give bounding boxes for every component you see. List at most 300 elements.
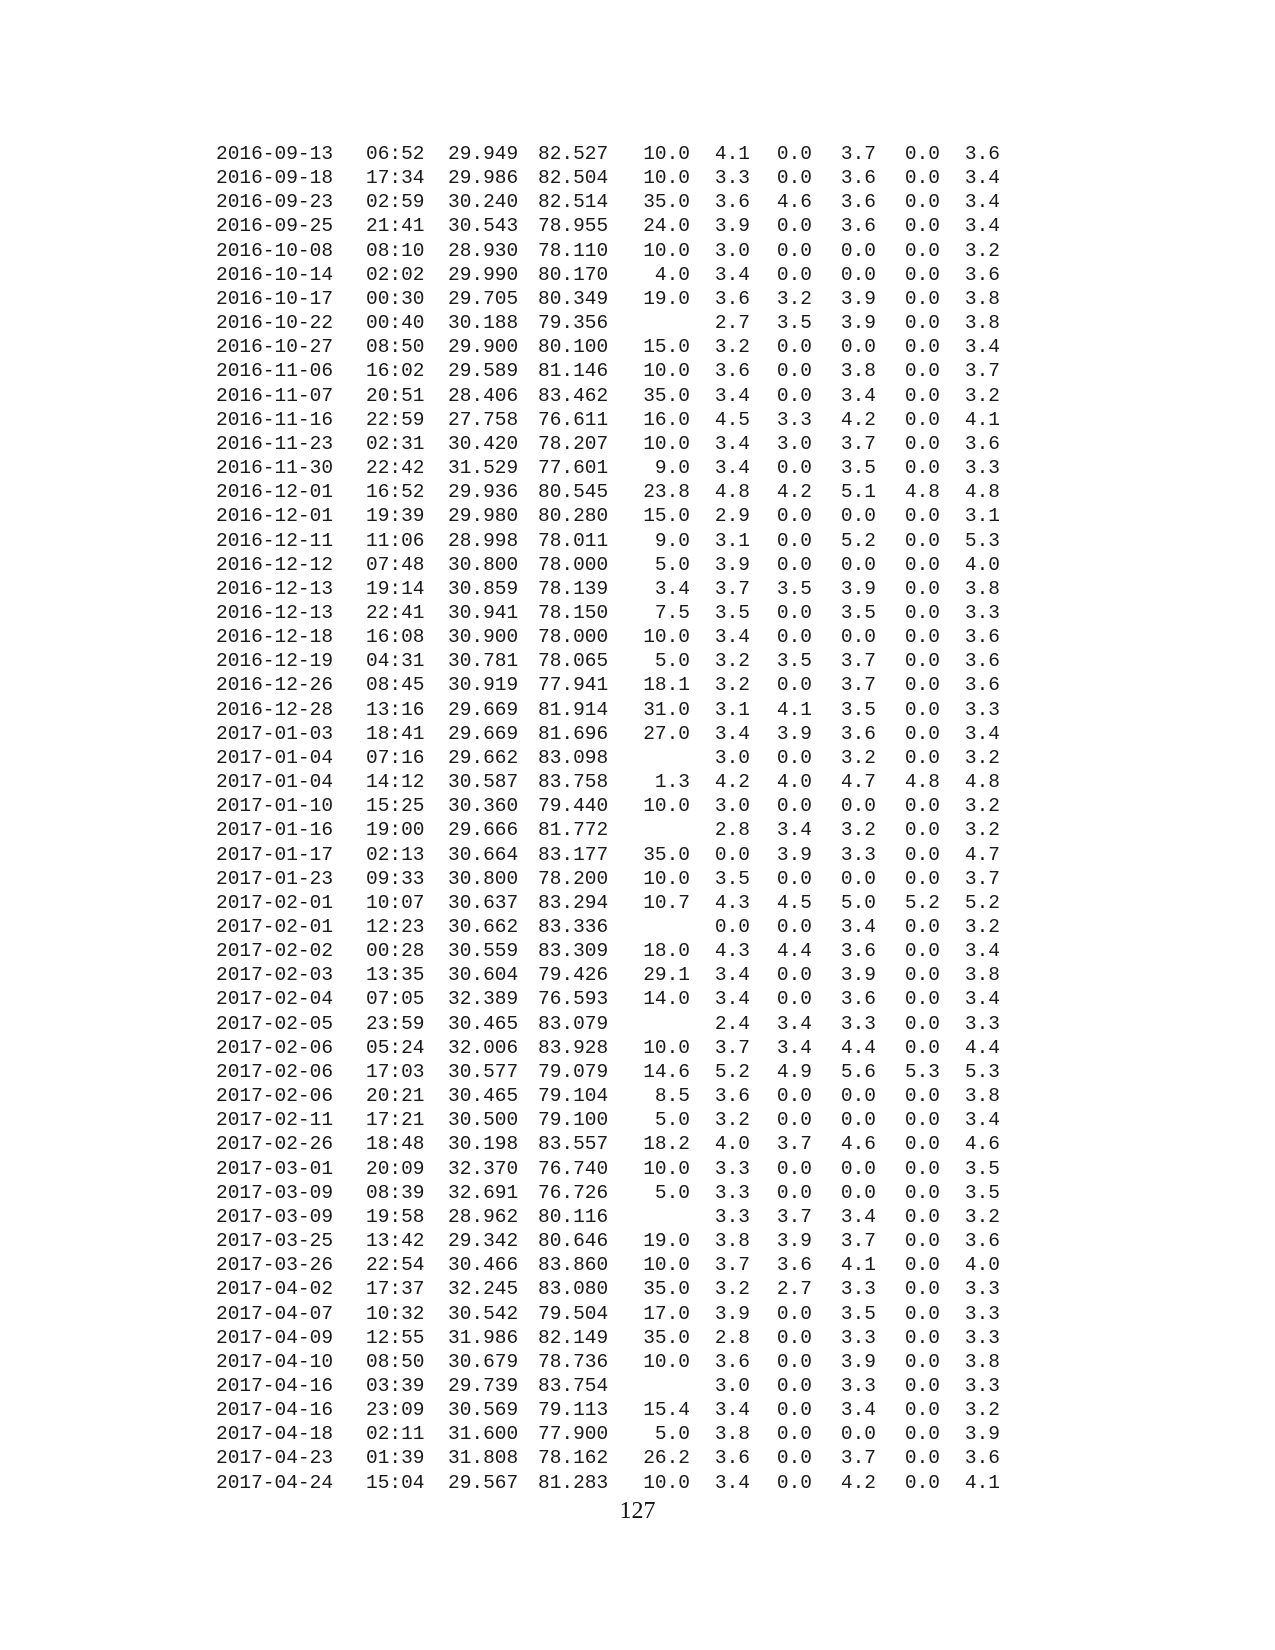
cell-latitude: 30.542: [448, 1302, 519, 1325]
cell-longitude: 78.000: [538, 553, 609, 576]
cell-mag-a: 3.8: [714, 1230, 750, 1253]
cell-time: 04:31: [366, 650, 425, 673]
cell-date: 2016-11-30: [216, 457, 334, 480]
cell-mag-d: 0.0: [904, 1181, 940, 1204]
cell-longitude: 77.900: [538, 1423, 609, 1446]
cell-time: 19:39: [366, 505, 425, 528]
cell-mag-c: 5.1: [840, 481, 876, 504]
cell-depth: 35.0: [643, 1278, 690, 1301]
cell-longitude: 80.349: [538, 287, 609, 310]
cell-mag-d: 0.0: [904, 819, 940, 842]
cell-date: 2017-04-18: [216, 1423, 334, 1446]
cell-mag-a: 3.7: [714, 1254, 750, 1277]
table-row: [200, 1471, 1000, 1495]
cell-mag-a: 4.3: [714, 940, 750, 963]
cell-mag-d: 0.0: [904, 529, 940, 552]
cell-latitude: 29.986: [448, 167, 519, 190]
cell-mag-e: 3.4: [964, 215, 1000, 238]
cell-mag-b: 4.0: [776, 771, 812, 794]
cell-mag-c: 3.3: [840, 1374, 876, 1397]
cell-longitude: 83.928: [538, 1036, 609, 1059]
cell-mag-c: 3.5: [840, 1302, 876, 1325]
cell-date: 2016-12-01: [216, 505, 334, 528]
cell-depth: [613, 915, 690, 939]
cell-mag-e: 3.7: [964, 867, 1000, 890]
cell-mag-b: 3.4: [776, 1012, 812, 1035]
cell-mag-b: 4.6: [776, 191, 812, 214]
cell-mag-e: 5.2: [964, 891, 1000, 914]
cell-date: 2017-02-06: [216, 1036, 334, 1059]
cell-mag-d: 0.0: [904, 988, 940, 1011]
cell-mag-c: 3.3: [840, 1012, 876, 1035]
table-row: [200, 1302, 1000, 1326]
table-row: [200, 359, 1000, 383]
cell-depth: 10.0: [643, 143, 690, 165]
cell-longitude: 78.000: [538, 626, 609, 649]
cell-mag-c: 0.0: [840, 239, 876, 262]
cell-depth: 16.0: [643, 408, 690, 431]
cell-mag-c: 0.0: [840, 263, 876, 286]
cell-mag-c: 3.6: [840, 215, 876, 238]
cell-mag-d: 0.0: [904, 263, 940, 286]
cell-date: 2017-04-02: [216, 1278, 334, 1301]
cell-mag-e: 4.4: [964, 1036, 1000, 1059]
cell-mag-a: 3.1: [714, 529, 750, 552]
cell-time: 18:41: [366, 722, 425, 745]
cell-mag-b: 0.0: [776, 1181, 812, 1204]
cell-mag-a: 0.0: [714, 916, 750, 938]
cell-longitude: 77.601: [538, 457, 609, 480]
cell-mag-e: 3.2: [964, 384, 1000, 407]
cell-mag-d: 0.0: [904, 650, 940, 673]
cell-mag-e: 3.9: [964, 1423, 1000, 1446]
cell-depth: 26.2: [643, 1447, 690, 1470]
cell-longitude: 82.149: [538, 1326, 609, 1349]
cell-latitude: 29.567: [448, 1471, 519, 1494]
cell-mag-a: 3.4: [714, 722, 750, 745]
cell-longitude: 78.110: [538, 239, 609, 262]
cell-mag-b: 3.9: [776, 722, 812, 745]
cell-time: 02:59: [366, 191, 425, 214]
cell-date: 2016-12-11: [216, 529, 334, 552]
cell-mag-a: 3.4: [714, 384, 750, 407]
cell-longitude: 78.011: [538, 529, 609, 552]
cell-mag-c: 4.2: [840, 408, 876, 431]
cell-mag-d: 0.0: [904, 1205, 940, 1228]
table-row: [200, 1446, 1000, 1470]
cell-longitude: 78.162: [538, 1447, 609, 1470]
cell-mag-e: 3.6: [964, 1447, 1000, 1470]
cell-longitude: 80.116: [538, 1205, 609, 1228]
cell-time: 09:33: [366, 867, 425, 890]
cell-mag-a: 0.0: [714, 843, 750, 866]
table-row: [200, 601, 1000, 625]
cell-mag-e: 3.6: [964, 432, 1000, 455]
cell-mag-b: 0.0: [776, 988, 812, 1011]
cell-longitude: 82.514: [538, 191, 609, 214]
cell-mag-b: 3.5: [776, 312, 812, 335]
table-row: [200, 843, 1000, 867]
cell-mag-d: 0.0: [904, 360, 940, 383]
cell-depth: 4.0: [654, 263, 690, 286]
cell-mag-c: 4.4: [840, 1036, 876, 1059]
cell-longitude: 76.740: [538, 1157, 609, 1180]
cell-latitude: 31.600: [448, 1423, 519, 1446]
cell-depth: 27.0: [643, 722, 690, 745]
cell-depth: 35.0: [643, 843, 690, 866]
cell-mag-c: 3.9: [840, 577, 876, 600]
cell-mag-b: 0.0: [776, 457, 812, 480]
cell-depth: [613, 818, 690, 842]
cell-mag-e: 3.3: [964, 1374, 1000, 1397]
table-row: [200, 190, 1000, 214]
cell-mag-d: 0.0: [904, 1036, 940, 1059]
cell-latitude: 30.465: [448, 1012, 519, 1035]
cell-latitude: 30.559: [448, 940, 519, 963]
cell-longitude: 83.462: [538, 384, 609, 407]
cell-mag-e: 3.4: [964, 1109, 1000, 1132]
cell-mag-d: 0.0: [904, 505, 940, 528]
cell-time: 23:59: [366, 1012, 425, 1035]
cell-mag-a: 2.4: [714, 1012, 750, 1035]
cell-date: 2016-10-17: [216, 287, 334, 310]
cell-date: 2017-02-06: [216, 1085, 334, 1108]
cell-mag-d: 0.0: [904, 1012, 940, 1035]
cell-date: 2017-04-16: [216, 1374, 334, 1397]
cell-depth: [613, 746, 690, 770]
cell-latitude: 30.577: [448, 1060, 519, 1083]
cell-latitude: 31.986: [448, 1326, 519, 1349]
cell-mag-e: 5.3: [964, 529, 1000, 552]
cell-latitude: 31.529: [448, 457, 519, 480]
cell-date: 2016-10-14: [216, 263, 334, 286]
cell-latitude: 29.936: [448, 481, 519, 504]
cell-longitude: 78.139: [538, 577, 609, 600]
cell-mag-d: 0.0: [904, 722, 940, 745]
cell-mag-d: 0.0: [904, 287, 940, 310]
cell-mag-a: 3.0: [714, 1374, 750, 1397]
cell-latitude: 32.370: [448, 1157, 519, 1180]
cell-date: 2017-04-23: [216, 1447, 334, 1470]
cell-time: 10:32: [366, 1302, 425, 1325]
cell-mag-a: 3.0: [714, 239, 750, 262]
cell-mag-e: 3.5: [964, 1157, 1000, 1180]
cell-date: 2016-10-27: [216, 336, 334, 359]
cell-mag-c: 0.0: [840, 1181, 876, 1204]
table-row: [200, 263, 1000, 287]
cell-mag-a: 3.4: [714, 432, 750, 455]
cell-mag-d: 0.0: [904, 746, 940, 769]
cell-depth: 5.0: [654, 553, 690, 576]
cell-longitude: 78.736: [538, 1350, 609, 1373]
cell-longitude: 79.079: [538, 1060, 609, 1083]
table-row: [200, 384, 1000, 408]
cell-latitude: 30.679: [448, 1350, 519, 1373]
cell-mag-c: 5.0: [840, 891, 876, 914]
cell-longitude: 79.100: [538, 1109, 609, 1132]
cell-longitude: 81.283: [538, 1471, 609, 1494]
cell-time: 18:48: [366, 1133, 425, 1156]
table-row: [200, 214, 1000, 238]
table-row: [200, 649, 1000, 673]
cell-mag-d: 0.0: [904, 336, 940, 359]
cell-mag-e: 3.4: [964, 722, 1000, 745]
table-row: [200, 335, 1000, 359]
cell-mag-c: 3.6: [840, 988, 876, 1011]
cell-mag-b: 0.0: [776, 916, 812, 938]
cell-latitude: 30.781: [448, 650, 519, 673]
cell-mag-b: 3.6: [776, 1254, 812, 1277]
cell-mag-c: 3.4: [840, 1399, 876, 1422]
cell-latitude: 32.006: [448, 1036, 519, 1059]
cell-latitude: 30.198: [448, 1133, 519, 1156]
table-row: [200, 770, 1000, 794]
cell-date: 2017-01-04: [216, 746, 334, 769]
table-row: [200, 1229, 1000, 1253]
table-row: [200, 1277, 1000, 1301]
cell-mag-d: 0.0: [904, 1109, 940, 1132]
cell-latitude: 30.800: [448, 867, 519, 890]
cell-date: 2017-01-16: [216, 819, 334, 842]
cell-latitude: 30.637: [448, 891, 519, 914]
cell-latitude: 30.420: [448, 432, 519, 455]
cell-time: 22:54: [366, 1254, 425, 1277]
cell-mag-d: 0.0: [904, 1230, 940, 1253]
cell-mag-a: 3.2: [714, 674, 750, 697]
cell-latitude: 29.949: [448, 143, 519, 165]
cell-date: 2017-03-09: [216, 1181, 334, 1204]
cell-mag-e: 3.8: [964, 312, 1000, 335]
cell-latitude: 30.604: [448, 964, 519, 987]
cell-mag-e: 3.4: [964, 988, 1000, 1011]
cell-mag-d: 0.0: [904, 698, 940, 721]
cell-mag-b: 0.0: [776, 215, 812, 238]
cell-mag-d: 0.0: [904, 1350, 940, 1373]
cell-latitude: 28.998: [448, 529, 519, 552]
cell-mag-c: 3.4: [840, 1205, 876, 1228]
cell-mag-d: 0.0: [904, 239, 940, 262]
cell-mag-a: 3.6: [714, 1350, 750, 1373]
cell-date: 2017-02-02: [216, 940, 334, 963]
cell-time: 01:39: [366, 1447, 425, 1470]
cell-mag-c: 3.7: [840, 650, 876, 673]
cell-date: 2016-12-12: [216, 553, 334, 576]
cell-longitude: 79.440: [538, 795, 609, 818]
cell-mag-e: 3.2: [964, 1205, 1000, 1228]
cell-longitude: 76.611: [538, 408, 609, 431]
cell-longitude: 83.177: [538, 843, 609, 866]
cell-depth: [613, 1374, 690, 1398]
cell-mag-c: 3.7: [840, 1230, 876, 1253]
cell-mag-c: 5.2: [840, 529, 876, 552]
cell-date: 2017-02-26: [216, 1133, 334, 1156]
cell-latitude: 30.240: [448, 191, 519, 214]
cell-mag-b: 3.5: [776, 650, 812, 673]
cell-mag-c: 4.1: [840, 1254, 876, 1277]
cell-depth: 35.0: [643, 384, 690, 407]
cell-depth: [613, 311, 690, 335]
cell-mag-c: 0.0: [840, 1085, 876, 1108]
cell-mag-c: 0.0: [840, 867, 876, 890]
table-row: [200, 867, 1000, 891]
cell-mag-e: 3.6: [964, 650, 1000, 673]
table-row: [200, 480, 1000, 504]
cell-date: 2016-10-08: [216, 239, 334, 262]
cell-mag-e: 3.8: [964, 1350, 1000, 1373]
cell-date: 2016-11-06: [216, 360, 334, 383]
cell-mag-a: 2.8: [714, 1326, 750, 1349]
cell-longitude: 83.079: [538, 1012, 609, 1035]
cell-longitude: 82.504: [538, 167, 609, 190]
cell-depth: 14.0: [643, 988, 690, 1011]
cell-depth: 7.5: [654, 601, 690, 624]
cell-latitude: 32.389: [448, 988, 519, 1011]
cell-mag-c: 0.0: [840, 505, 876, 528]
cell-mag-a: 3.5: [714, 601, 750, 624]
cell-mag-d: 0.0: [904, 940, 940, 963]
cell-mag-a: 3.3: [714, 167, 750, 190]
cell-mag-b: 0.0: [776, 1109, 812, 1132]
cell-depth: 10.0: [643, 1157, 690, 1180]
cell-longitude: 78.150: [538, 601, 609, 624]
cell-mag-e: 4.8: [964, 771, 1000, 794]
cell-mag-b: 0.0: [776, 529, 812, 552]
cell-time: 20:09: [366, 1157, 425, 1180]
cell-latitude: 29.669: [448, 722, 519, 745]
cell-longitude: 78.065: [538, 650, 609, 673]
cell-latitude: 30.360: [448, 795, 519, 818]
cell-mag-d: 0.0: [904, 553, 940, 576]
cell-mag-e: 3.4: [964, 167, 1000, 190]
cell-time: 15:25: [366, 795, 425, 818]
cell-mag-e: 3.3: [964, 1012, 1000, 1035]
table-row: [200, 239, 1000, 263]
cell-longitude: 78.200: [538, 867, 609, 890]
cell-date: 2017-04-16: [216, 1399, 334, 1422]
cell-mag-b: 3.5: [776, 577, 812, 600]
cell-mag-e: 3.7: [964, 360, 1000, 383]
cell-date: 2016-11-07: [216, 384, 334, 407]
cell-latitude: 30.664: [448, 843, 519, 866]
cell-longitude: 80.280: [538, 505, 609, 528]
cell-mag-b: 4.4: [776, 940, 812, 963]
cell-date: 2016-12-13: [216, 601, 334, 624]
cell-latitude: 30.569: [448, 1399, 519, 1422]
cell-mag-c: 3.9: [840, 964, 876, 987]
cell-mag-c: 4.2: [840, 1471, 876, 1494]
cell-latitude: 30.662: [448, 916, 519, 938]
table-row: [200, 1132, 1000, 1156]
cell-longitude: 77.941: [538, 674, 609, 697]
cell-mag-a: 3.8: [714, 1423, 750, 1446]
cell-depth: 10.0: [643, 795, 690, 818]
cell-mag-b: 2.7: [776, 1278, 812, 1301]
cell-mag-e: 3.3: [964, 1302, 1000, 1325]
cell-mag-e: 3.5: [964, 1181, 1000, 1204]
cell-mag-b: 0.0: [776, 1447, 812, 1470]
cell-latitude: 29.342: [448, 1230, 519, 1253]
cell-mag-d: 0.0: [904, 191, 940, 214]
cell-mag-d: 0.0: [904, 432, 940, 455]
cell-date: 2016-09-18: [216, 167, 334, 190]
cell-mag-a: 3.6: [714, 360, 750, 383]
cell-longitude: 81.772: [538, 819, 609, 842]
cell-longitude: 83.080: [538, 1278, 609, 1301]
cell-latitude: 30.465: [448, 1085, 519, 1108]
cell-mag-a: 3.9: [714, 215, 750, 238]
cell-date: 2017-02-06: [216, 1060, 334, 1083]
cell-date: 2016-09-23: [216, 191, 334, 214]
cell-mag-b: 0.0: [776, 263, 812, 286]
cell-longitude: 83.294: [538, 891, 609, 914]
cell-mag-c: 3.2: [840, 746, 876, 769]
cell-depth: 14.6: [643, 1060, 690, 1083]
cell-mag-c: 0.0: [840, 1157, 876, 1180]
table-row: [200, 1181, 1000, 1205]
cell-latitude: 29.990: [448, 263, 519, 286]
cell-latitude: 29.705: [448, 287, 519, 310]
cell-mag-b: 0.0: [776, 1471, 812, 1494]
cell-mag-c: 0.0: [840, 336, 876, 359]
cell-mag-c: 3.8: [840, 360, 876, 383]
cell-mag-b: 0.0: [776, 626, 812, 649]
cell-date: 2017-02-05: [216, 1012, 334, 1035]
cell-latitude: 30.800: [448, 553, 519, 576]
cell-time: 17:03: [366, 1060, 425, 1083]
cell-mag-a: 3.3: [714, 1157, 750, 1180]
cell-latitude: 30.500: [448, 1109, 519, 1132]
cell-mag-e: 3.2: [964, 916, 1000, 938]
cell-mag-e: 4.1: [964, 1471, 1000, 1494]
cell-mag-a: 4.1: [714, 143, 750, 165]
cell-mag-a: 3.3: [714, 1181, 750, 1204]
cell-mag-a: 3.2: [714, 1278, 750, 1301]
cell-date: 2016-10-22: [216, 312, 334, 335]
cell-depth: 5.0: [654, 650, 690, 673]
cell-latitude: 32.691: [448, 1181, 519, 1204]
cell-time: 17:21: [366, 1109, 425, 1132]
cell-depth: 5.0: [654, 1109, 690, 1132]
cell-time: 07:16: [366, 746, 425, 769]
cell-date: 2017-03-25: [216, 1230, 334, 1253]
cell-date: 2017-04-24: [216, 1471, 334, 1494]
cell-mag-e: 3.2: [964, 239, 1000, 262]
cell-mag-d: 0.0: [904, 143, 940, 165]
cell-time: 02:13: [366, 843, 425, 866]
cell-mag-a: 3.7: [714, 1036, 750, 1059]
cell-mag-d: 0.0: [904, 1399, 940, 1422]
cell-depth: 29.1: [643, 964, 690, 987]
cell-mag-d: 0.0: [904, 312, 940, 335]
cell-time: 02:31: [366, 432, 425, 455]
cell-depth: 10.7: [643, 891, 690, 914]
table-row: [200, 625, 1000, 649]
cell-mag-a: 3.9: [714, 553, 750, 576]
cell-latitude: 28.930: [448, 239, 519, 262]
table-row: [200, 818, 1000, 842]
cell-depth: 10.0: [643, 1254, 690, 1277]
table-row: [200, 529, 1000, 553]
cell-date: 2017-01-17: [216, 843, 334, 866]
table-row: [200, 1326, 1000, 1350]
cell-depth: 15.0: [643, 336, 690, 359]
cell-longitude: 83.098: [538, 746, 609, 769]
cell-mag-e: 3.1: [964, 505, 1000, 528]
cell-mag-a: 3.5: [714, 867, 750, 890]
cell-mag-d: 0.0: [904, 1326, 940, 1349]
cell-longitude: 78.207: [538, 432, 609, 455]
cell-mag-b: 0.0: [776, 360, 812, 383]
